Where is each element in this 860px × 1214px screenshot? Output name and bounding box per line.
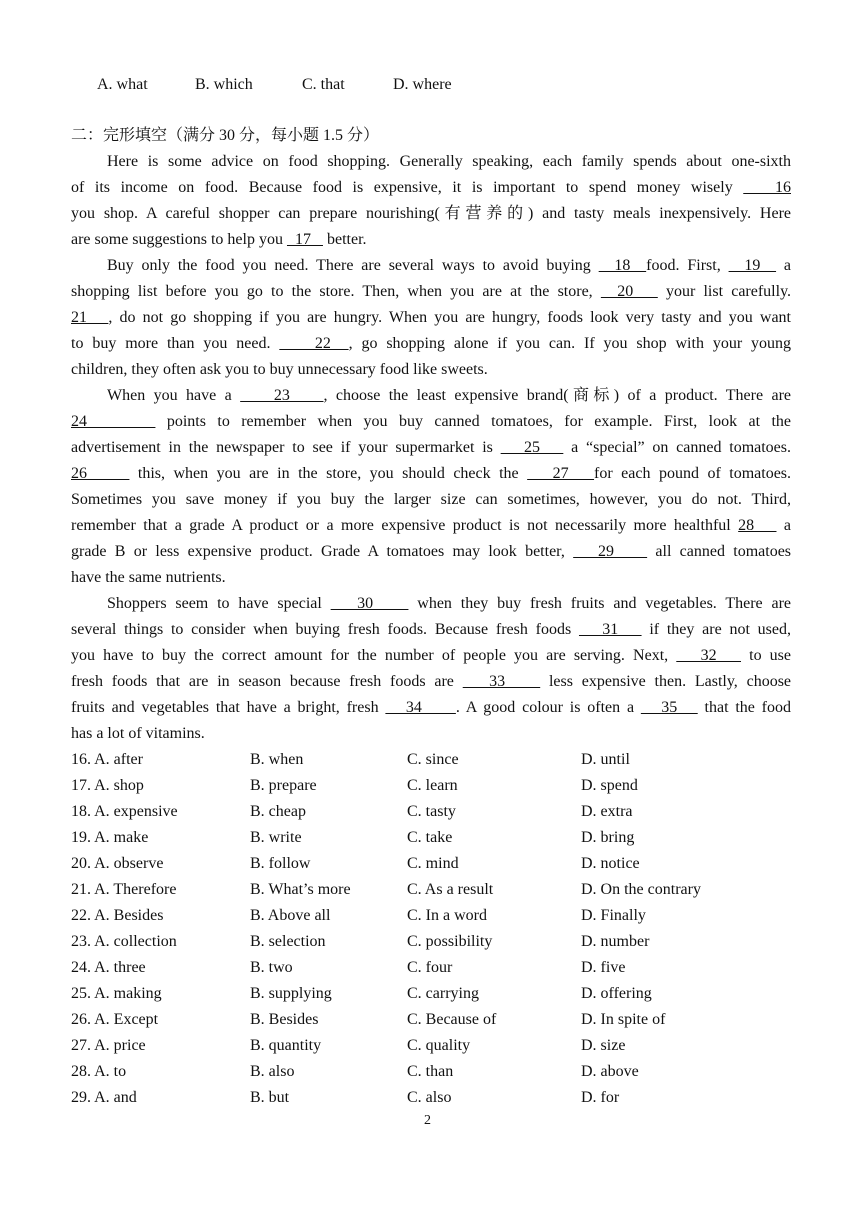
question-25-option-a[interactable]: 25. A. making <box>71 985 162 1002</box>
question-29-option-b[interactable]: B. but <box>250 1089 290 1106</box>
question-27-option-b[interactable]: B. quantity <box>250 1037 322 1054</box>
question-21-option-a[interactable]: 21. A. Therefore <box>71 881 177 898</box>
question-20-option-c[interactable]: C. mind <box>407 855 459 872</box>
question-27-option-a[interactable]: 27. A. price <box>71 1037 146 1054</box>
passage-line: has a lot of vitamins. <box>71 725 205 742</box>
question-17-option-c[interactable]: C. learn <box>407 777 458 794</box>
question-26-option-a[interactable]: 26. A. Except <box>71 1011 159 1028</box>
question-29-option-c[interactable]: C. also <box>407 1089 452 1106</box>
question-21-option-c[interactable]: C. As a result <box>407 881 494 898</box>
blank-21[interactable]: 21 <box>71 309 109 326</box>
question-29-option-d[interactable]: D. for <box>581 1089 620 1106</box>
passage-line: 21 , do not go shopping if you are hungry. When you are hungry, foods look very tasty and you want <box>71 309 792 326</box>
question-24-option-a[interactable]: 24. A. three <box>71 959 146 976</box>
question-28-option-b[interactable]: B. also <box>250 1063 295 1080</box>
blank-25[interactable]: 25 <box>500 439 564 456</box>
page-number: 2 <box>424 1113 431 1128</box>
passage-line: Buy only the food you need. There are several ways to avoid buying 18 food. First, 19 a <box>107 257 792 274</box>
question-18-option-b[interactable]: B. cheap <box>250 803 306 820</box>
question-17-option-a[interactable]: 17. A. shop <box>71 777 144 794</box>
question-23-option-c[interactable]: C. possibility <box>407 933 493 950</box>
question-23-option-b[interactable]: B. selection <box>250 933 326 950</box>
blank-27[interactable]: 27 <box>527 465 595 482</box>
blank-26[interactable]: 26 <box>71 465 130 482</box>
blank-30[interactable]: 30 <box>330 595 409 612</box>
q15-option-c: C. that <box>302 76 345 93</box>
passage-line: to buy more than you need. 22 , go shopping alone if you can. If you shop with your young <box>71 335 792 352</box>
passage-line: have the same nutrients. <box>71 569 226 586</box>
question-27-option-d[interactable]: D. size <box>581 1037 626 1054</box>
blank-22[interactable]: 22 <box>279 335 349 352</box>
blank-28[interactable]: 28 <box>738 517 777 534</box>
passage-line: 26 this, when you are in the store, you should check the 27 for each pound of tomatoes. <box>71 465 792 482</box>
blank-31[interactable]: 31 <box>578 621 642 638</box>
blank-23[interactable]: 23 <box>240 387 324 404</box>
question-19-option-b[interactable]: B. write <box>250 829 302 846</box>
section-heading: 二：完形填空（满分 30 分，每小题 1.5 分） <box>71 127 380 144</box>
question-20-option-d[interactable]: D. notice <box>581 855 640 872</box>
question-25-option-c[interactable]: C. carrying <box>407 985 479 1002</box>
question-18-option-c[interactable]: C. tasty <box>407 803 456 820</box>
passage-line: remember that a grade A product or a more expensive product is not necessarily more healthful 28 a <box>71 517 792 534</box>
question-17-option-b[interactable]: B. prepare <box>250 777 317 794</box>
passage-line: you shop. A careful shopper can prepare nourishing(有营养的) and tasty meals inexpensively. Here <box>71 205 791 222</box>
blank-16[interactable]: 16 <box>743 179 791 196</box>
question-18-option-a[interactable]: 18. A. expensive <box>71 803 178 820</box>
question-19-option-d[interactable]: D. bring <box>581 829 635 846</box>
passage-line: Here is some advice on food shopping. Generally speaking, each family spends about one-sixth <box>107 153 791 170</box>
question-23-option-a[interactable]: 23. A. collection <box>71 933 177 950</box>
q15-option-b: B. which <box>195 76 253 93</box>
blank-29[interactable]: 29 <box>573 543 648 560</box>
blank-19[interactable]: 19 <box>728 257 777 274</box>
passage-line: Shoppers seem to have special 30 when they buy fresh fruits and vegetables. There are <box>107 595 792 612</box>
question-26-option-c[interactable]: C. Because of <box>407 1011 497 1028</box>
question-19-option-a[interactable]: 19. A. make <box>71 829 149 846</box>
question-21-option-d[interactable]: D. On the contrary <box>581 881 701 898</box>
passage-line: 24 points to remember when you buy canned tomatoes, for example. First, look at the <box>71 413 791 430</box>
question-22-option-b[interactable]: B. Above all <box>250 907 331 924</box>
passage-line: Sometimes you save money if you buy the larger size can sometimes, however, you do not. Third, <box>71 491 791 508</box>
question-16-option-b[interactable]: B. when <box>250 751 304 768</box>
passage-line: shopping list before you go to the store. Then, when you are at the store, 20 your list carefully. <box>71 283 792 300</box>
question-19-option-c[interactable]: C. take <box>407 829 453 846</box>
question-28-option-a[interactable]: 28. A. to <box>71 1063 127 1080</box>
question-22-option-d[interactable]: D. Finally <box>581 907 646 924</box>
question-16-option-a[interactable]: 16. A. after <box>71 751 143 768</box>
question-22-option-a[interactable]: 22. A. Besides <box>71 907 164 924</box>
passage-line: children, they often ask you to buy unnecessary food like sweets. <box>71 361 488 378</box>
blank-20[interactable]: 20 <box>600 283 658 300</box>
q15-option-a: A. what <box>97 76 148 93</box>
question-17-option-d[interactable]: D. spend <box>581 777 638 794</box>
question-29-option-a[interactable]: 29. A. and <box>71 1089 137 1106</box>
blank-33[interactable]: 33 <box>462 673 541 690</box>
blank-34[interactable]: 34 <box>385 699 456 716</box>
question-26-option-d[interactable]: D. In spite of <box>581 1011 666 1028</box>
question-28-option-d[interactable]: D. above <box>581 1063 639 1080</box>
question-24-option-b[interactable]: B. two <box>250 959 293 976</box>
question-22-option-c[interactable]: C. In a word <box>407 907 487 924</box>
question-25-option-d[interactable]: D. offering <box>581 985 652 1002</box>
question-20-option-a[interactable]: 20. A. observe <box>71 855 164 872</box>
blank-18[interactable]: 18 <box>598 257 647 274</box>
question-23-option-d[interactable]: D. number <box>581 933 650 950</box>
question-16-option-d[interactable]: D. until <box>581 751 630 768</box>
passage-line: When you have a 23 , choose the least expensive brand(商标) of a product. There are <box>107 387 792 404</box>
question-24-option-c[interactable]: C. four <box>407 959 453 976</box>
question-18-option-d[interactable]: D. extra <box>581 803 633 820</box>
passage-line: you have to buy the correct amount for the number of people you are serving. Next, 32 to use <box>71 647 792 664</box>
blank-32[interactable]: 32 <box>676 647 741 664</box>
blank-35[interactable]: 35 <box>640 699 698 716</box>
question-25-option-b[interactable]: B. supplying <box>250 985 332 1002</box>
question-24-option-d[interactable]: D. five <box>581 959 626 976</box>
blank-24[interactable]: 24 <box>71 413 156 430</box>
question-16-option-c[interactable]: C. since <box>407 751 459 768</box>
question-27-option-c[interactable]: C. quality <box>407 1037 471 1054</box>
passage-line: advertisement in the newspaper to see if your supermarket is 25 a “special” on canned tomatoes. <box>71 439 792 456</box>
passage-line: several things to consider when buying fresh foods. Because fresh foods 31 if they are not used, <box>71 621 792 638</box>
passage-line: fruits and vegetables that have a bright, fresh 34 . A good colour is often a 35 that the food <box>71 699 792 716</box>
blank-17[interactable]: 17 <box>286 231 323 248</box>
question-20-option-b[interactable]: B. follow <box>250 855 311 872</box>
passage-line: grade B or less expensive product. Grade A tomatoes may look better, 29 all canned tomatoes <box>71 543 792 560</box>
passage-line: of its income on food. Because food is expensive, it is important to spend money wisely 16 <box>71 179 791 196</box>
question-26-option-b[interactable]: B. Besides <box>250 1011 319 1028</box>
passage-line: fresh foods that are in season because fresh foods are 33 less expensive then. Lastly, choose <box>71 673 792 690</box>
q15-option-d: D. where <box>393 76 452 93</box>
question-28-option-c[interactable]: C. than <box>407 1063 454 1080</box>
passage-line: are some suggestions to help you 17 better. <box>71 231 367 248</box>
question-21-option-b[interactable]: B. What’s more <box>250 881 351 898</box>
